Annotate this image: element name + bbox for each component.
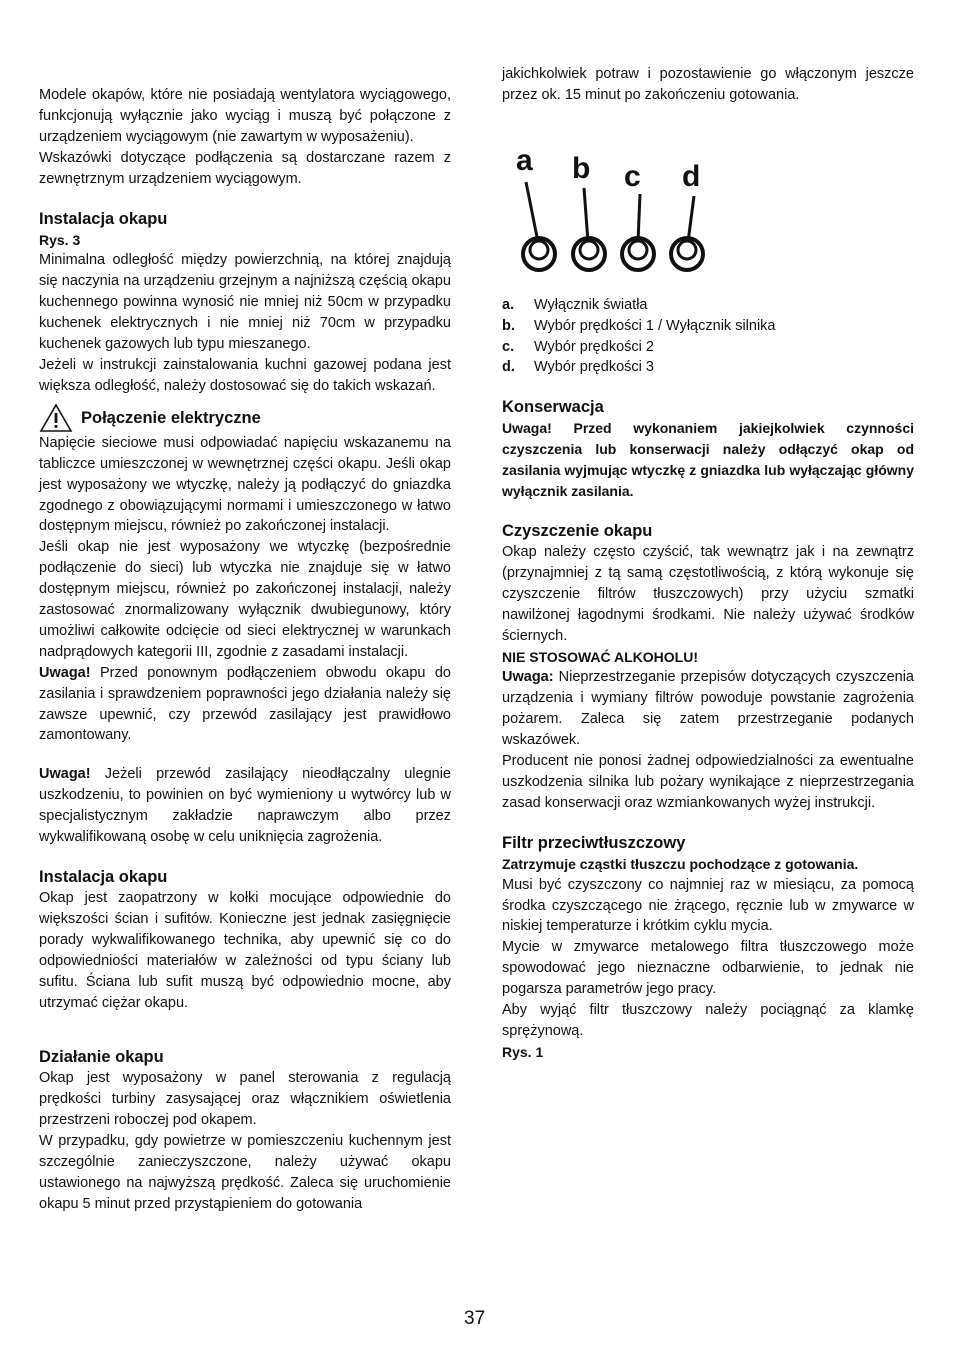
pointer-line-c [638,194,640,242]
left-column [39,85,451,1215]
paragraph: Aby wyjąć filtr tłuszczowy należy pociągnąć za klamkę sprężynową. [502,1002,914,1039]
warning-text: Jeżeli przewód zasilający nieodłączalny ulegnie uszkodzeniu, to powinien on być wymieniony u wytwórcy lub w specjalistycznym zakładzie naprawczym albo przez wykwalifikowaną osobę w celu uniknięcia zagrożenia. [39,766,451,846]
section-heading: Konserwacja [502,398,604,417]
section-heading: Czyszczenie okapu [502,521,653,540]
page-number: 37 [464,1308,486,1329]
pointer-line-b [584,188,588,242]
paragraph: Okap jest wyposażony w panel sterowania z regulacją prędkości turbiny zasysającej oraz włącznikiem oświetlenia przestrzeni roboczej pod okapem. [39,1070,451,1129]
figure-letter-a: a [516,143,533,177]
warning-label: Uwaga! [39,766,91,783]
paragraph: Minimalna odległość między powierzchnią, na której znajdują się naczynia na urządzeniu grzejnym a najniższą częścią okapu kuchennego powinna wynosić nie mniej niż 50cm w przypadku kuchenek elektrycznych i nie mniej niż 70cm w przypadku kuchenek gazowych lub typu mieszanego. [39,252,451,353]
control-panel-figure [502,136,914,278]
section-heading: Instalacja okapu [39,209,168,228]
figure-reference: Rys. 3 [39,231,81,248]
paragraph: Okap jest zaopatrzony w kołki mocujące odpowiednie do większości ścian i sufitów. Konieczne jest jednak zasięgnięcie porady wykwalifikowanego technika, aby upewnić się co do odpowiedniości materiałów w zależności od typu ściany lub sufitu. Ściana lub sufit muszą być odpowiednio mocne, aby utrzymać ciężar okapu. [39,890,451,1011]
right-column [502,64,914,1063]
control-legend [502,295,914,379]
warning-text: Przed ponownym podłączeniem obwodu okapu do zasilania i sprawdzeniem poprawności jego działania należy się zawsze upewnić, czy przewód zasilający jest prawidłowo zamontowany. [39,664,451,744]
paragraph: Mycie w zmywarce metalowego filtra tłuszczowego może spowodować jego nieznaczne odbarwienie, to jednak nie pogarsza parametrów jego pracy. [502,939,914,998]
paragraph: Modele okapów, które nie posiadają wentylatora wyciągowego, funkcjonują wyłącznie jako wyciąg i muszą być połączone z urządzeniem wyciągowym (nie zawartym w wyposażeniu). [39,87,451,145]
warning-paragraph [502,667,914,751]
warning-paragraph [39,663,451,747]
warning-label: Uwaga: [502,669,554,686]
paragraph: Producent nie ponosi żadnej odpowiedzialności za ewentualne uszkodzenia silnika lub pożary wynikające z nieprzestrzegania zasad konserwacji oraz wzmiankowanych wyżej instrukcji. [502,753,914,811]
section-subheading: Zatrzymuje cząstki tłuszczu pochodzące z gotowania. [502,855,859,872]
paragraph: Jeżeli w instrukcji zainstalowania kuchni gazowej podana jest większa odległość, należy dostosować się do takich wskazań. [39,356,451,394]
warning-text: Nieprzestrzeganie przepisów dotyczących czyszczenia urządzenia i wymiany filtrów powoduje powstanie zagrożenia pożarem. Zaleca się zatem przestrzeganie podanych wskazówek. [502,669,914,749]
paragraph: W przypadku, gdy powietrze w pomieszczeniu kuchennym jest szczególnie zanieczyszczone, należy używać okapu ustawionego na najwyższą prędkość. Zaleca się uruchomienie okapu 5 minut przed przystąpieniem do gotowania [39,1133,451,1212]
control-knob-icon [523,238,703,270]
warning-triangle-icon [39,403,73,433]
electric-heading-row [39,403,451,433]
paragraph: jakichkolwiek potraw i pozostawienie go włączonym jeszcze przez ok. 15 minut po zakończeniu gotowania. [502,66,914,103]
warning-paragraph [39,764,451,848]
legend-item: b. Wybór prędkości 1 / Wyłącznik silnika [502,317,776,334]
no-alcohol-notice: NIE STOSOWAĆ ALKOHOLU! [502,648,698,665]
warning-label: Uwaga! [39,664,91,681]
bold-warning: Uwaga! Przed wykonaniem jakiejkolwiek czynności czyszczenia lub konserwacji należy odłączyć okap od zasilania wyjmując wtyczkę z gniazdka lub wyłączając główny wyłącznik zasilania. [502,420,914,500]
legend-item: a. Wyłącznik światła [502,296,648,313]
legend-item: d. Wybór prędkości 3 [502,359,654,376]
paragraph: Napięcie sieciowe musi odpowiadać napięciu wskazanemu na tabliczce umieszczonej w wewnętrznej części okapu. Jeśli okap jest wyposażony we wtyczkę, należy ją podłączyć do gniazdka zgodnego z obowiązującymi normami i umieszczonego w łatwo dostępnym miejscu, również po zakończonej instalacji. [39,434,451,535]
pointer-line-d [688,196,694,242]
pointer-line-a [526,182,538,242]
section-heading: Połączenie elektryczne [81,408,261,427]
paragraph: Musi być czyszczony co najmniej raz w miesiącu, za pomocą środka czyszczącego nie żrącego, ręcznie lub w zmywarce w niskiej temperaturze i krótkim cyklu mycia. [502,876,914,935]
section-heading: Działanie okapu [39,1048,164,1067]
figure-letter-d: d [682,159,701,193]
figure-reference: Rys. 1 [502,1043,544,1060]
section-heading: Instalacja okapu [39,868,168,886]
legend-item: c. Wybór prędkości 2 [502,338,654,355]
paragraph: Jeśli okap nie jest wyposażony we wtyczkę (bezpośrednie podłączenie do sieci) lub wtyczka nie znajduje się w łatwo dostępnym miejscu, również po zakończonej instalacji, należy zastosować znormalizowany wyłącznik dwubiegunowy, który umożliwi całkowite odcięcie od sieci elektrycznej w warunkach nadprądowych kategorii III, zgodnie z zasadami instalacji. [39,539,451,660]
figure-letter-b: b [572,151,591,185]
section-heading: Filtr przeciwtłuszczowy [502,833,686,852]
paragraph: Wskazówki dotyczące podłączenia są dostarczane razem z zewnętrznym urządzeniem wyciągowym. [39,149,451,187]
paragraph: Okap należy często czyścić, tak wewnątrz jak i na zewnątrz (przynajmniej z tą samą częstotliwością, z którą wykonuje się czyszczenie filtrów tłuszczowych) przy użyciu szmatki nawilżonej łagodnymi środkami. Nie należy używać środków ściernych. [502,543,914,644]
figure-letter-c: c [624,159,641,193]
